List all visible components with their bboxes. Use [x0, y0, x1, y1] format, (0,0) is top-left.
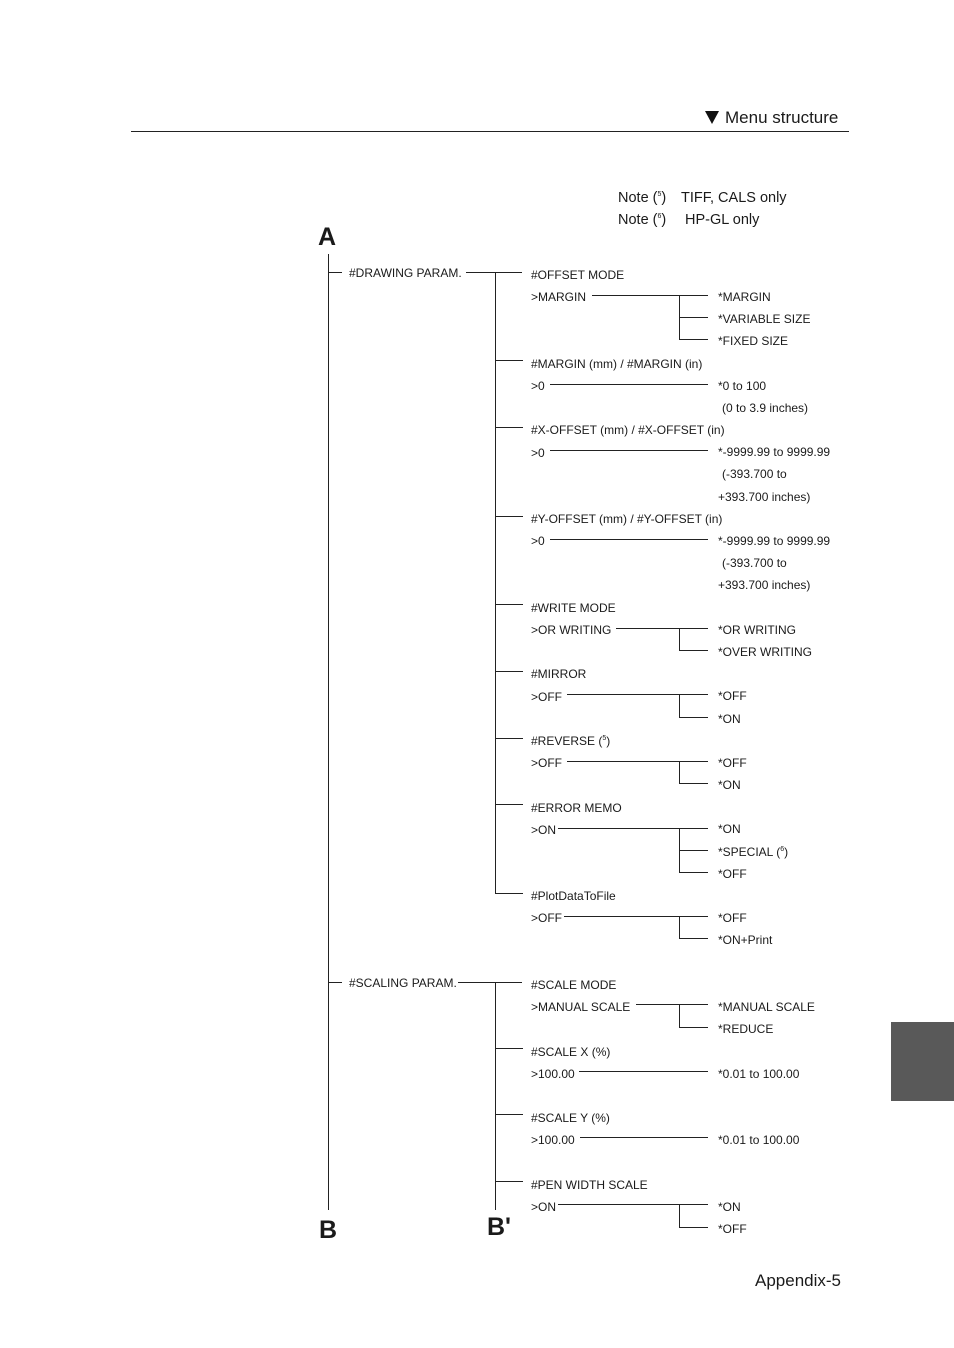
branch-tick — [495, 1114, 523, 1115]
option-manual-scale: *MANUAL SCALE — [718, 1000, 815, 1014]
page-number: Appendix-5 — [755, 1271, 842, 1290]
option-or-writing: *OR WRITING — [718, 623, 796, 637]
plot-data-title: #PlotDataToFile — [531, 889, 616, 903]
branch-tick — [495, 516, 523, 517]
x-offset-range-2: (-393.700 to — [722, 467, 787, 481]
x-offset-range-3: +393.700 inches) — [718, 490, 811, 504]
connector-line — [616, 628, 708, 629]
option-tick — [679, 317, 708, 318]
connector-line — [567, 694, 708, 695]
error-memo-title: #ERROR MEMO — [531, 801, 622, 815]
connector-line — [592, 295, 708, 296]
reverse-title: #REVERSE ($^5$) — [531, 734, 611, 748]
y-offset-title: #Y-OFFSET (mm) / #Y-OFFSET (in) — [531, 512, 723, 526]
main-trunk-line — [328, 254, 329, 1210]
mirror-current: >OFF — [531, 690, 563, 704]
branch-tick — [495, 1181, 523, 1182]
margin-current: >0 — [531, 379, 545, 393]
note-6: Note ($^6$) — [618, 212, 667, 228]
option-off: *OFF — [718, 1222, 747, 1236]
header-title: Menu structure — [725, 108, 839, 127]
option-over-writing: *OVER WRITING — [718, 645, 813, 659]
connector-line — [550, 450, 708, 451]
header-rule — [131, 131, 849, 132]
pen-width-current: >ON — [531, 1200, 557, 1214]
scale-y-current: >100.00 — [531, 1133, 575, 1147]
connector-line — [558, 828, 708, 829]
option-special: *SPECIAL ($^6$) — [718, 845, 789, 859]
y-offset-range-2: (-393.700 to — [722, 556, 787, 570]
branch-tick — [495, 893, 523, 894]
scaling-param-label: #SCALING PARAM. — [349, 976, 457, 990]
error-memo-current: >ON — [531, 823, 557, 837]
pen-width-title: #PEN WIDTH SCALE — [531, 1178, 648, 1192]
option-on: *ON — [718, 1200, 741, 1214]
mirror-title: #MIRROR — [531, 667, 587, 681]
options-bracket — [679, 1204, 680, 1227]
option-tick — [679, 783, 708, 784]
y-offset-range-3: +393.700 inches) — [718, 578, 811, 592]
option-on-print: *ON+Print — [718, 933, 773, 947]
page-header — [705, 108, 838, 128]
option-tick — [679, 872, 708, 873]
marker-a: A — [318, 223, 337, 251]
option-off: *OFF — [718, 689, 747, 703]
scale-x-current: >100.00 — [531, 1067, 575, 1081]
option-tick — [679, 650, 708, 651]
section-tab — [891, 1022, 954, 1101]
write-mode-current: >OR WRITING — [531, 623, 612, 637]
option-on: *ON — [718, 822, 741, 836]
connector-line — [458, 982, 522, 983]
option-variable-size: *VARIABLE SIZE — [718, 312, 811, 326]
branch-tick — [495, 427, 523, 428]
margin-range: *0 to 100 — [718, 379, 767, 393]
option-on: *ON — [718, 778, 741, 792]
margin-title: #MARGIN (mm) / #MARGIN (in) — [531, 357, 703, 371]
branch-line — [328, 272, 342, 273]
marker-b-prime: B' — [487, 1213, 511, 1241]
option-margin: *MARGIN — [718, 290, 771, 304]
option-tick — [679, 717, 708, 718]
branch-line — [328, 982, 342, 983]
connector-line — [579, 1071, 708, 1072]
connector-line — [550, 384, 708, 385]
option-reduce: *REDUCE — [718, 1022, 774, 1036]
branch-tick — [495, 1048, 523, 1049]
x-offset-title: #X-OFFSET (mm) / #X-OFFSET (in) — [531, 423, 725, 437]
y-offset-current: >0 — [531, 534, 545, 548]
scale-x-range: *0.01 to 100.00 — [718, 1067, 800, 1081]
branch-tick — [495, 804, 523, 805]
drawing-param-label: #DRAWING PARAM. — [349, 266, 462, 280]
scale-mode-title: #SCALE MODE — [531, 978, 617, 992]
options-bracket — [679, 694, 680, 717]
options-bracket — [679, 761, 680, 783]
branch-tick — [495, 671, 523, 672]
y-offset-range: *-9999.99 to 9999.99 — [718, 534, 831, 548]
option-off: *OFF — [718, 756, 747, 770]
scale-y-title: #SCALE Y (%) — [531, 1111, 610, 1125]
option-tick — [679, 850, 708, 851]
option-tick — [679, 1027, 708, 1028]
connector-line — [558, 1204, 708, 1205]
offset-mode-title: #OFFSET MODE — [531, 268, 625, 282]
scale-x-title: #SCALE X (%) — [531, 1045, 611, 1059]
triangle-down-icon — [705, 111, 719, 124]
option-off: *OFF — [718, 911, 747, 925]
option-tick — [679, 938, 708, 939]
option-on: *ON — [718, 712, 741, 726]
scaling-trunk-line — [495, 982, 496, 1210]
scale-mode-current: >MANUAL SCALE — [531, 1000, 631, 1014]
option-off: *OFF — [718, 867, 747, 881]
option-tick — [679, 339, 708, 340]
options-bracket — [679, 628, 680, 650]
note-5-text: TIFF, CALS only — [681, 190, 787, 206]
offset-mode-current: >MARGIN — [531, 290, 587, 304]
options-bracket — [679, 1004, 680, 1027]
option-tick — [679, 1227, 708, 1228]
connector-line — [567, 761, 708, 762]
reverse-current: >OFF — [531, 756, 563, 770]
connector-line — [550, 539, 708, 540]
connector-line — [466, 272, 522, 273]
scale-y-range: *0.01 to 100.00 — [718, 1133, 800, 1147]
x-offset-current: >0 — [531, 446, 545, 460]
note-5: Note ($^5$) — [618, 190, 667, 206]
branch-tick — [495, 360, 523, 361]
plot-data-current: >OFF — [531, 911, 563, 925]
x-offset-range: *-9999.99 to 9999.99 — [718, 445, 831, 459]
write-mode-title: #WRITE MODE — [531, 601, 616, 615]
branch-tick — [495, 738, 523, 739]
drawing-trunk-line — [495, 272, 496, 893]
note-6-text: HP-GL only — [685, 212, 760, 228]
branch-tick — [495, 604, 523, 605]
margin-range-inches: (0 to 3.9 inches) — [722, 401, 809, 415]
connector-line — [580, 1137, 708, 1138]
connector-line — [636, 1004, 708, 1005]
option-fixed-size: *FIXED SIZE — [718, 334, 789, 348]
marker-b: B — [319, 1216, 338, 1244]
connector-line — [564, 916, 708, 917]
options-bracket — [679, 916, 680, 938]
